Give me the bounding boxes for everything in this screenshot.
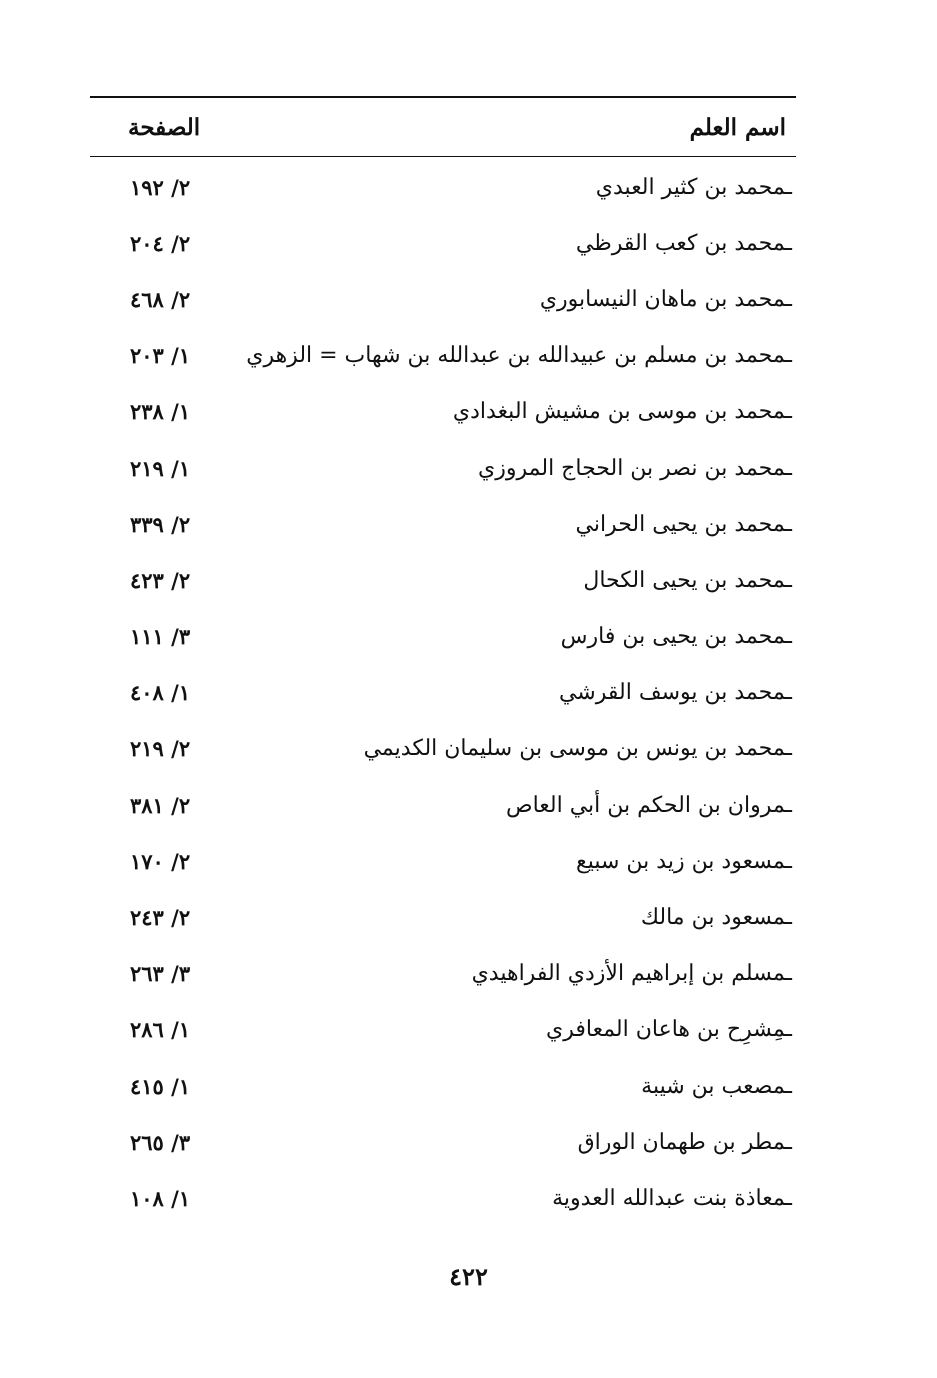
table-row bbox=[90, 552, 796, 608]
page-reference: ٣/ ٢٦٥ bbox=[130, 1129, 191, 1155]
table-row bbox=[90, 496, 796, 552]
person-name: ـمحمد بن يوسف القرشي bbox=[558, 680, 792, 706]
person-name: ـمسعود بن زيد بن سبيع bbox=[576, 848, 792, 874]
person-name: ـمصعب بن شيبة bbox=[641, 1073, 792, 1099]
table-row bbox=[90, 215, 796, 271]
person-name: ـمحمد بن يحيى بن فارس bbox=[560, 624, 792, 650]
person-name: ـمعاذة بنت عبدالله العدوية bbox=[552, 1185, 792, 1211]
table-row bbox=[90, 609, 796, 665]
person-name: ـمِشرِح بن هاعان المعافري bbox=[546, 1017, 792, 1043]
page-reference: ٢/ ١٩٢ bbox=[130, 174, 191, 200]
page-reference: ١/ ٢٣٨ bbox=[130, 399, 191, 425]
index-table bbox=[90, 96, 796, 1227]
table-row bbox=[90, 721, 796, 777]
header-page-column: الصفحة bbox=[128, 113, 201, 141]
page-reference: ١/ ٢٨٦ bbox=[130, 1017, 191, 1043]
table-row bbox=[90, 1002, 796, 1058]
table-row bbox=[90, 777, 796, 833]
table-row bbox=[90, 946, 796, 1002]
table-row bbox=[90, 1114, 796, 1170]
table-header bbox=[90, 98, 796, 156]
person-name: ـمحمد بن نصر بن الحجاج المروزي bbox=[478, 455, 792, 481]
page-reference: ١/ ٢٠٣ bbox=[130, 343, 191, 369]
person-name: ـمحمد بن يحيى الكحال bbox=[583, 567, 792, 593]
header-name-column: اسم العلم bbox=[689, 113, 786, 141]
person-name: ـمحمد بن موسى بن مشيش البغدادي bbox=[452, 399, 792, 425]
page-reference: ٢/ ١٧٠ bbox=[130, 848, 191, 874]
page-reference: ٢/ ٢١٩ bbox=[130, 736, 191, 762]
page-reference: ٣/ ٢٦٣ bbox=[130, 961, 191, 987]
page-reference: ١/ ٢١٩ bbox=[130, 455, 191, 481]
person-name: ـمحمد بن كثير العبدي bbox=[595, 174, 792, 200]
page-reference: ٣/ ١١١ bbox=[130, 624, 191, 650]
table-row bbox=[90, 384, 796, 440]
page-reference: ١/ ١٠٨ bbox=[130, 1185, 191, 1211]
table-row bbox=[90, 1058, 796, 1114]
person-name: ـمروان بن الحكم بن أبي العاص bbox=[505, 792, 792, 818]
person-name: ـمسعود بن مالك bbox=[640, 905, 792, 931]
page-reference: ٢/ ٢٠٤ bbox=[130, 230, 191, 256]
table-row bbox=[90, 271, 796, 327]
table-row bbox=[90, 665, 796, 721]
table-row bbox=[90, 833, 796, 889]
page-reference: ١/ ٤٠٨ bbox=[130, 680, 191, 706]
person-name: ـمحمد بن يحيى الحراني bbox=[575, 511, 792, 537]
table-row bbox=[90, 889, 796, 945]
page-reference: ٢/ ٣٣٩ bbox=[130, 511, 191, 537]
header-rule bbox=[90, 156, 796, 157]
table-row bbox=[90, 159, 796, 215]
person-name: ـمحمد بن ماهان النيسابوري bbox=[539, 286, 792, 312]
person-name: ـمحمد بن كعب القرظي bbox=[575, 230, 792, 256]
person-name: ـمحمد بن مسلم بن عبيدالله بن عبدالله بن شهاب = الزهري bbox=[246, 343, 792, 369]
person-name: ـمحمد بن يونس بن موسى بن سليمان الكديمي bbox=[363, 736, 792, 762]
page-reference: ١/ ٤١٥ bbox=[130, 1073, 191, 1099]
page-number: ٤٢٢ bbox=[449, 1262, 488, 1291]
page-reference: ٢/ ٣٨١ bbox=[130, 792, 191, 818]
page-reference: ٢/ ٤٢٣ bbox=[130, 567, 191, 593]
page-reference: ٢/ ٤٦٨ bbox=[130, 286, 191, 312]
table-row bbox=[90, 1170, 796, 1226]
table-body bbox=[90, 159, 796, 1227]
person-name: ـمطر بن طهمان الوراق bbox=[577, 1129, 792, 1155]
table-row bbox=[90, 440, 796, 496]
table-row bbox=[90, 328, 796, 384]
person-name: ـمسلم بن إبراهيم الأزدي الفراهيدي bbox=[471, 961, 792, 987]
page-reference: ٢/ ٢٤٣ bbox=[130, 905, 191, 931]
